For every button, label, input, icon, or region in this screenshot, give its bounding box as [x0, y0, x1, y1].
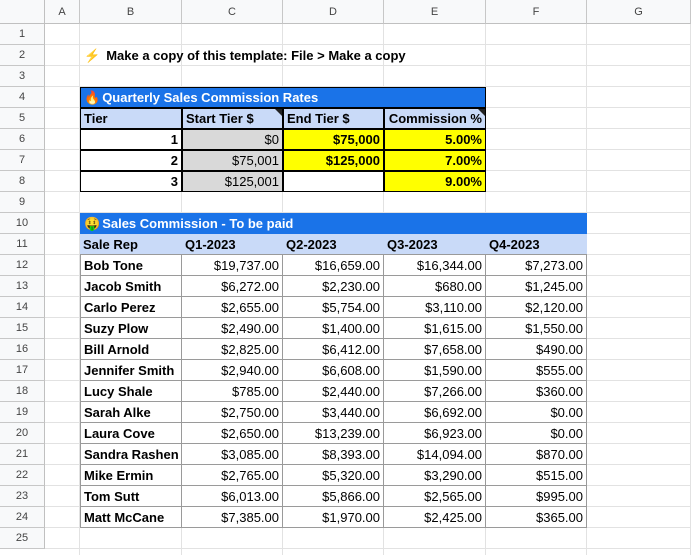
sales-amount-cell[interactable]: $360.00 [486, 381, 587, 402]
sales-amount-cell[interactable]: $2,650.00 [182, 423, 283, 444]
commission-header-2[interactable]: End Tier $ [283, 108, 384, 129]
sales-rep-cell[interactable]: Sarah Alke [80, 402, 182, 423]
sales-amount-cell[interactable]: $7,266.00 [384, 381, 486, 402]
comment-indicator-icon [478, 109, 485, 116]
sales-rep-cell[interactable]: Jacob Smith [80, 276, 182, 297]
sales-amount-cell[interactable]: $2,765.00 [182, 465, 283, 486]
row-header-14[interactable]: 14 [0, 297, 45, 318]
sales-amount-cell[interactable]: $785.00 [182, 381, 283, 402]
sales-table-title[interactable] [80, 213, 587, 234]
sales-amount-cell[interactable]: $14,094.00 [384, 444, 486, 465]
sales-amount-cell[interactable]: $7,658.00 [384, 339, 486, 360]
sales-rep-cell[interactable]: Jennifer Smith [80, 360, 182, 381]
row-header-19[interactable]: 19 [0, 402, 45, 423]
column-header-b[interactable]: B [80, 0, 182, 24]
notice-text: Make a copy of this template: File > Make a copy [106, 48, 406, 63]
sales-amount-cell[interactable]: $2,655.00 [182, 297, 283, 318]
sales-amount-cell[interactable]: $1,615.00 [384, 318, 486, 339]
sales-amount-cell[interactable]: $365.00 [486, 507, 587, 528]
start-tier-cell[interactable]: $75,001 [182, 150, 283, 171]
sales-amount-cell[interactable]: $2,230.00 [283, 276, 384, 297]
commission-header-0[interactable]: Tier [80, 108, 182, 129]
sales-rep-cell[interactable]: Laura Cove [80, 423, 182, 444]
column-header-e[interactable]: E [384, 0, 486, 24]
sales-amount-cell[interactable]: $5,866.00 [283, 486, 384, 507]
sales-amount-cell[interactable]: $2,490.00 [182, 318, 283, 339]
row-header-8[interactable]: 8 [0, 171, 45, 192]
sales-amount-cell[interactable]: $16,659.00 [283, 255, 384, 276]
sales-rep-cell[interactable]: Suzy Plow [80, 318, 182, 339]
sales-amount-cell[interactable]: $490.00 [486, 339, 587, 360]
row-header-3[interactable]: 3 [0, 66, 45, 87]
row-header-18[interactable]: 18 [0, 381, 45, 402]
row-header-25[interactable]: 25 [0, 528, 45, 549]
tier-cell[interactable]: 3 [80, 171, 182, 192]
sales-amount-cell[interactable]: $5,754.00 [283, 297, 384, 318]
commission-rate-cell[interactable]: 5.00% [384, 129, 486, 150]
sales-rep-cell[interactable]: Sandra Rashen [80, 444, 182, 465]
sales-amount-cell[interactable]: $0.00 [486, 423, 587, 444]
notice-text-cell[interactable] [80, 45, 587, 66]
row-header-23[interactable]: 23 [0, 486, 45, 507]
end-tier-cell[interactable] [283, 171, 384, 192]
row-header-1[interactable]: 1 [0, 24, 45, 45]
sales-amount-cell[interactable]: $2,825.00 [182, 339, 283, 360]
row-header-9[interactable]: 9 [0, 192, 45, 213]
row-header-15[interactable]: 15 [0, 318, 45, 339]
tier-cell[interactable]: 1 [80, 129, 182, 150]
row-header-20[interactable]: 20 [0, 423, 45, 444]
column-header-c[interactable]: C [182, 0, 283, 24]
fire-icon: 🔥 [84, 89, 101, 105]
commission-rate-cell[interactable]: 9.00% [384, 171, 486, 192]
row-header-12[interactable]: 12 [0, 255, 45, 276]
sales-header-3[interactable]: Q3-2023 [384, 234, 486, 255]
sales-amount-cell[interactable]: $1,970.00 [283, 507, 384, 528]
sales-amount-cell[interactable]: $870.00 [486, 444, 587, 465]
sales-amount-cell[interactable]: $6,412.00 [283, 339, 384, 360]
row-header-6[interactable]: 6 [0, 129, 45, 150]
sales-rep-cell[interactable]: Bill Arnold [80, 339, 182, 360]
sales-amount-cell[interactable]: $3,290.00 [384, 465, 486, 486]
sales-amount-cell[interactable]: $5,320.00 [283, 465, 384, 486]
sales-amount-cell[interactable]: $1,400.00 [283, 318, 384, 339]
sales-amount-cell[interactable]: $16,344.00 [384, 255, 486, 276]
row-header-11[interactable]: 11 [0, 234, 45, 255]
sales-amount-cell[interactable]: $2,750.00 [182, 402, 283, 423]
start-tier-cell[interactable]: $125,001 [182, 171, 283, 192]
sales-rep-cell[interactable]: Lucy Shale [80, 381, 182, 402]
sales-amount-cell[interactable]: $1,245.00 [486, 276, 587, 297]
sales-amount-cell[interactable]: $6,692.00 [384, 402, 486, 423]
sales-amount-cell[interactable]: $6,608.00 [283, 360, 384, 381]
sales-rep-cell[interactable]: Mike Ermin [80, 465, 182, 486]
sales-amount-cell[interactable]: $515.00 [486, 465, 587, 486]
sales-header-0[interactable]: Sale Rep [80, 234, 182, 255]
sales-header-2[interactable]: Q2-2023 [283, 234, 384, 255]
row-header-16[interactable]: 16 [0, 339, 45, 360]
sales-amount-cell[interactable]: $6,923.00 [384, 423, 486, 444]
row-header-24[interactable]: 24 [0, 507, 45, 528]
row-header-13[interactable]: 13 [0, 276, 45, 297]
start-tier-cell[interactable]: $0 [182, 129, 283, 150]
column-header-a[interactable]: A [45, 0, 80, 24]
sales-amount-cell[interactable]: $680.00 [384, 276, 486, 297]
row-header-4[interactable]: 4 [0, 87, 45, 108]
sales-amount-cell[interactable]: $3,085.00 [182, 444, 283, 465]
money-face-icon: 🤑 [84, 215, 101, 231]
sales-amount-cell[interactable]: $19,737.00 [182, 255, 283, 276]
sales-amount-cell[interactable]: $2,565.00 [384, 486, 486, 507]
sales-amount-cell[interactable]: $555.00 [486, 360, 587, 381]
row-header-21[interactable]: 21 [0, 444, 45, 465]
commission-rate-cell[interactable]: 7.00% [384, 150, 486, 171]
sales-amount-cell[interactable]: $2,120.00 [486, 297, 587, 318]
sales-rep-cell[interactable]: Matt McCane [80, 507, 182, 528]
row-header-22[interactable]: 22 [0, 465, 45, 486]
sales-rep-cell[interactable]: Carlo Perez [80, 297, 182, 318]
sales-amount-cell[interactable]: $0.00 [486, 402, 587, 423]
sales-rep-cell[interactable]: Tom Sutt [80, 486, 182, 507]
column-header-d[interactable]: D [283, 0, 384, 24]
row-header-2[interactable]: 2 [0, 45, 45, 66]
sales-amount-cell[interactable]: $3,110.00 [384, 297, 486, 318]
sales-header-1[interactable]: Q1-2023 [182, 234, 283, 255]
sales-amount-cell[interactable]: $2,425.00 [384, 507, 486, 528]
column-header-f[interactable]: F [486, 0, 587, 24]
sales-amount-cell[interactable]: $1,550.00 [486, 318, 587, 339]
row-header-5[interactable]: 5 [0, 108, 45, 129]
row-header-10[interactable]: 10 [0, 213, 45, 234]
end-tier-cell[interactable]: $75,000 [283, 129, 384, 150]
sales-amount-cell[interactable]: $995.00 [486, 486, 587, 507]
row-header-7[interactable]: 7 [0, 150, 45, 171]
sales-amount-cell[interactable]: $2,940.00 [182, 360, 283, 381]
end-tier-cell[interactable]: $125,000 [283, 150, 384, 171]
sales-amount-cell[interactable]: $7,273.00 [486, 255, 587, 276]
sales-table-title-text: Sales Commission - To be paid [102, 216, 294, 231]
select-all-corner[interactable] [0, 0, 45, 24]
sales-amount-cell[interactable]: $7,385.00 [182, 507, 283, 528]
commission-header-1[interactable]: Start Tier $ [182, 108, 283, 129]
sales-amount-cell[interactable]: $6,272.00 [182, 276, 283, 297]
sales-amount-cell[interactable]: $13,239.00 [283, 423, 384, 444]
commission-table-title-text: Quarterly Sales Commission Rates [102, 90, 319, 105]
sales-amount-cell[interactable]: $2,440.00 [283, 381, 384, 402]
gridline-horizontal [45, 548, 691, 549]
comment-indicator-icon [275, 109, 282, 116]
row-header-17[interactable]: 17 [0, 360, 45, 381]
sales-amount-cell[interactable]: $1,590.00 [384, 360, 486, 381]
sales-amount-cell[interactable]: $6,013.00 [182, 486, 283, 507]
sales-rep-cell[interactable]: Bob Tone [80, 255, 182, 276]
commission-table-title[interactable] [80, 87, 486, 108]
lightning-icon: ⚡ [84, 47, 101, 63]
sales-header-4[interactable]: Q4-2023 [486, 234, 587, 255]
commission-header-3[interactable]: Commission % [384, 108, 486, 129]
sales-amount-cell[interactable]: $8,393.00 [283, 444, 384, 465]
sales-amount-cell[interactable]: $3,440.00 [283, 402, 384, 423]
tier-cell[interactable]: 2 [80, 150, 182, 171]
column-header-g[interactable]: G [587, 0, 691, 24]
